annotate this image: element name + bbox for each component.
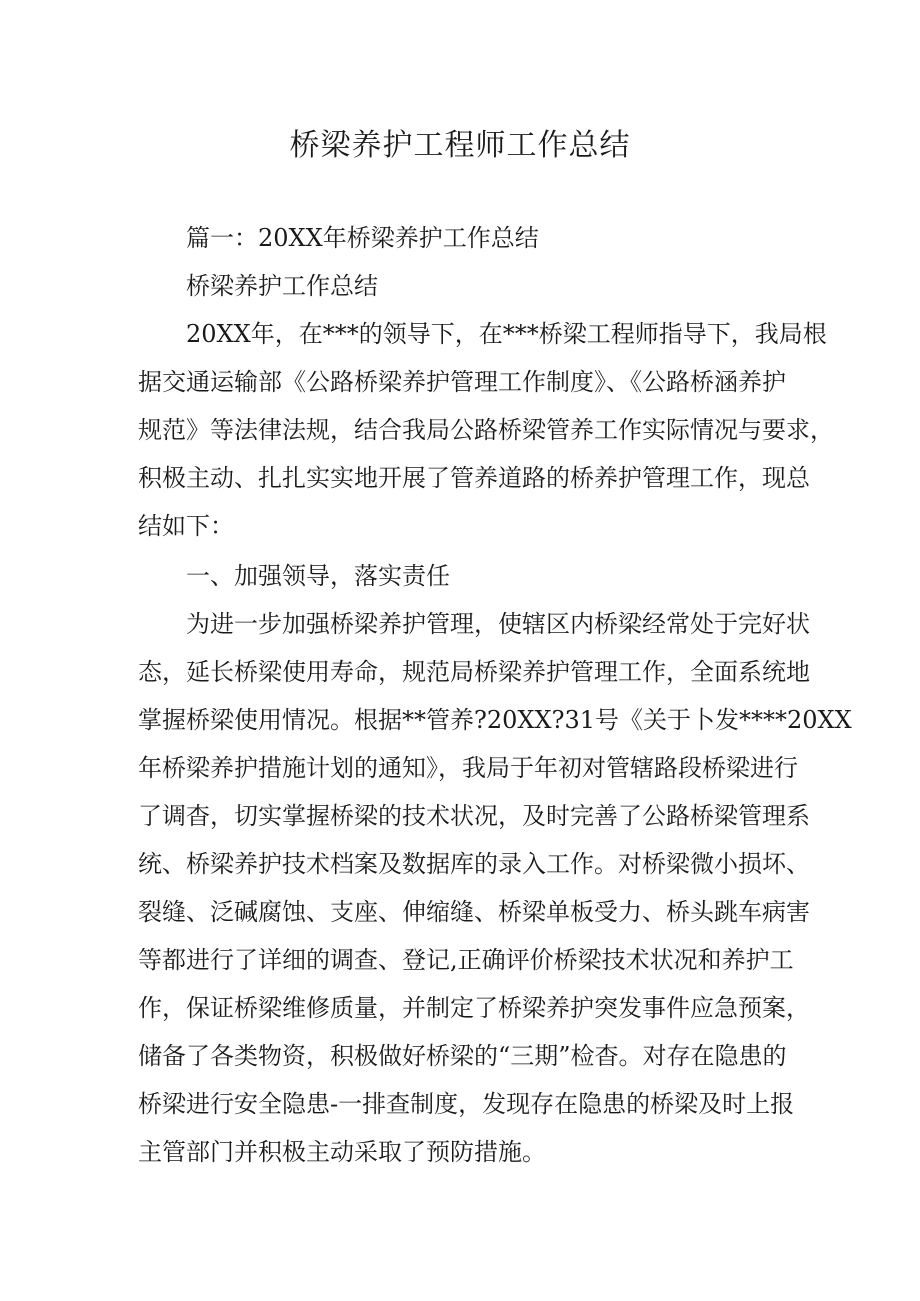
subheading: 桥梁养护工作总结 xyxy=(186,272,378,300)
intro-line: 规范》等法律法规，结合我局公路桥梁管养工作实际情况与要求， xyxy=(138,416,834,444)
body-line: 作，保证桥梁维修质量，并制定了桥梁养护突发事件应急预案， xyxy=(138,994,810,1022)
point-one-heading: 一、加强领导，落实责任 xyxy=(186,562,450,590)
intro-line: 结如下： xyxy=(138,512,234,540)
body-line: 态，延长桥梁使用寿命，规范局桥梁养护管理工作，全面系统地 xyxy=(138,658,810,686)
body-line: 裂缝、泛碱腐蚀、支座、伸缩缝、桥梁单板受力、桥头跳车病害 xyxy=(138,898,810,926)
body-line: 储备了各类物资，积极做好桥梁的“三期”检杳。对存在隐患的 xyxy=(138,1042,787,1070)
body-line: 了调杳，切实掌握桥梁的技术状况，及时完善了公路桥梁管理系 xyxy=(138,802,810,830)
body-line: 等都进行了详细的调查、登记,正确评价桥梁技术状况和养护工 xyxy=(138,946,794,974)
body-line: 掌握桥梁使用情况。根据**管养?20XX?31号《关于卜发****20XX xyxy=(138,706,852,734)
body-line: 年桥梁养护措施计划的通知》，我局于年初对管辖路段桥梁进行 xyxy=(138,754,798,782)
body-line: 桥梁进行安全隐患-一排查制度，发现存在隐患的桥梁及时上报 xyxy=(138,1090,795,1118)
intro-line: 据交通运输部《公路桥梁养护管理工作制度》、《公路桥涵养护 xyxy=(138,368,786,396)
intro-line: 积极主动、扎扎实实地开展了管养道路的桥养护管理工作，现总 xyxy=(138,464,810,492)
intro-line: 20XX年，在***的领导下，在***桥梁工程师指导下，我局根 xyxy=(186,320,827,348)
section-heading: 篇一：20XX年桥梁养护工作总结 xyxy=(186,224,539,252)
document-title: 桥梁养护工程师工作总结 xyxy=(289,128,631,163)
body-line: 统、桥梁养护技术档案及数据库的录入工作。对桥梁微小损坏、 xyxy=(138,850,810,878)
body-line: 为进一步加强桥梁养护管理，使辖区内桥梁经常处于完好状 xyxy=(186,610,810,638)
body-line: 主管部门并积极主动采取了预防措施。 xyxy=(138,1138,546,1166)
